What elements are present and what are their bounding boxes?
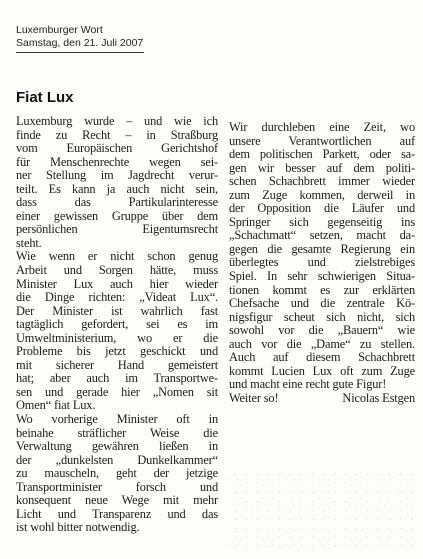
- text-line: mit sicherer Hand gemeistert: [16, 357, 218, 372]
- scan-noise: [230, 470, 415, 555]
- text-line: teilt. Es kann ja auch nicht sein,: [16, 181, 218, 196]
- text-line: persönlichen Eigentumsrecht: [16, 222, 218, 237]
- article-column-right: [229, 121, 415, 405]
- masthead: [16, 24, 216, 50]
- text-line: einer gewissen Gruppe über dem: [16, 208, 218, 223]
- article-column-left: [16, 115, 218, 535]
- text-line: Probleme bis jetzt geschickt und: [16, 344, 218, 359]
- text-line: Auch auf diesem Schachbrett: [229, 350, 415, 365]
- text-line: Spiel. In sehr schwierigen Situa-: [229, 269, 415, 284]
- text-line: sowohl vor die „Bauern“ wie: [229, 323, 415, 338]
- publication-date: Samstag, den 21. Juli 2007: [16, 37, 144, 49]
- text-line: Verwaltung gewähren ließen in: [16, 439, 218, 454]
- text-line: Transportminister forsch und: [16, 479, 218, 494]
- text-line: ist wohl bitter notwendig.: [16, 520, 140, 535]
- text-line: „Schachmatt“ setzen, macht da-: [229, 228, 415, 243]
- text-line: dem politischen Parkett, oder sa-: [229, 147, 415, 162]
- text-line: gen wir besser auf dem politi-: [229, 160, 415, 175]
- closing-remark: Weiter so!: [229, 390, 279, 405]
- text-line: konsequent neue Wege mit mehr: [16, 493, 218, 508]
- masthead-divider: [16, 52, 144, 53]
- text-line: beinahe sträflicher Weise die: [16, 425, 218, 440]
- text-line: steht.: [16, 235, 42, 250]
- text-line: überlegtes und zielstrebiges: [229, 255, 415, 270]
- text-line: sen und gerade hier „Nomen sit: [16, 384, 218, 399]
- text-line: gegen die gesamte Regierung ein: [229, 241, 415, 256]
- author-name: Nicolas Estgen: [342, 390, 415, 405]
- text-line: Arbeit und Sorgen hätte, muss: [16, 263, 218, 278]
- text-line: unsere Verantwortlichen auf: [229, 133, 415, 148]
- text-line: Umweltministerium, wo er die: [16, 330, 218, 345]
- text-line: der Opposition die Läufer und: [229, 201, 415, 216]
- text-line: Springer sich gegenseitig ins: [229, 214, 415, 229]
- text-line: hat; aber auch im Transportwe-: [16, 371, 218, 386]
- text-line: vom Europäischen Gerichtshof: [16, 141, 218, 156]
- text-line: finde zu Recht – in Straßburg: [16, 127, 218, 142]
- text-line: der „dunkelsten Dunkelkammer“: [16, 452, 218, 467]
- text-line: nigsfigur scheut sich nicht, sich: [229, 309, 415, 324]
- signature-row: [229, 392, 415, 406]
- text-line: Minister Lux auch hier wieder: [16, 276, 218, 291]
- text-line: zu mauscheln, geht der jetzige: [16, 466, 218, 481]
- text-line: tagtäglich gefordert, sei es im: [16, 317, 218, 332]
- text-line: Wie wenn er nicht schon genug: [16, 249, 218, 264]
- text-line: ner Stellung im Jagdrecht verur-: [16, 168, 218, 183]
- text-line: Wo vorherige Minister oft in: [16, 412, 218, 427]
- text-line: Licht und Transparenz und das: [16, 506, 218, 521]
- text-line: und macht eine recht gute Figur!: [229, 377, 387, 392]
- text-line: Wir durchleben eine Zeit, wo: [229, 120, 415, 134]
- text-line: dass das Partikularinteresse: [16, 195, 218, 210]
- text-line: Luxemburg wurde – und wie ich: [16, 114, 218, 128]
- article-headline: Fiat Lux: [16, 89, 74, 106]
- text-line: tionen kommt es zur erklärten: [229, 282, 415, 297]
- publication-name: Luxemburger Wort: [16, 24, 103, 36]
- text-line: die Dinge richten: „Videat Lux“.: [16, 290, 218, 305]
- text-line: Omen“ fiat Lux.: [16, 398, 96, 413]
- text-line: Der Minister ist wahrlich fast: [16, 303, 218, 318]
- text-line: zum Zuge kommen, derweil in: [229, 187, 415, 202]
- text-line: Chefsache und die zentrale Kö-: [229, 296, 415, 311]
- text-line: schen Schachbrett immer wieder: [229, 174, 415, 189]
- text-line: auch vor die „Dame“ zu stellen.: [229, 336, 415, 351]
- text-line: für Menschenrechte wegen sei-: [16, 154, 218, 169]
- text-line: kommt Lucien Lux oft zum Zuge: [229, 363, 415, 378]
